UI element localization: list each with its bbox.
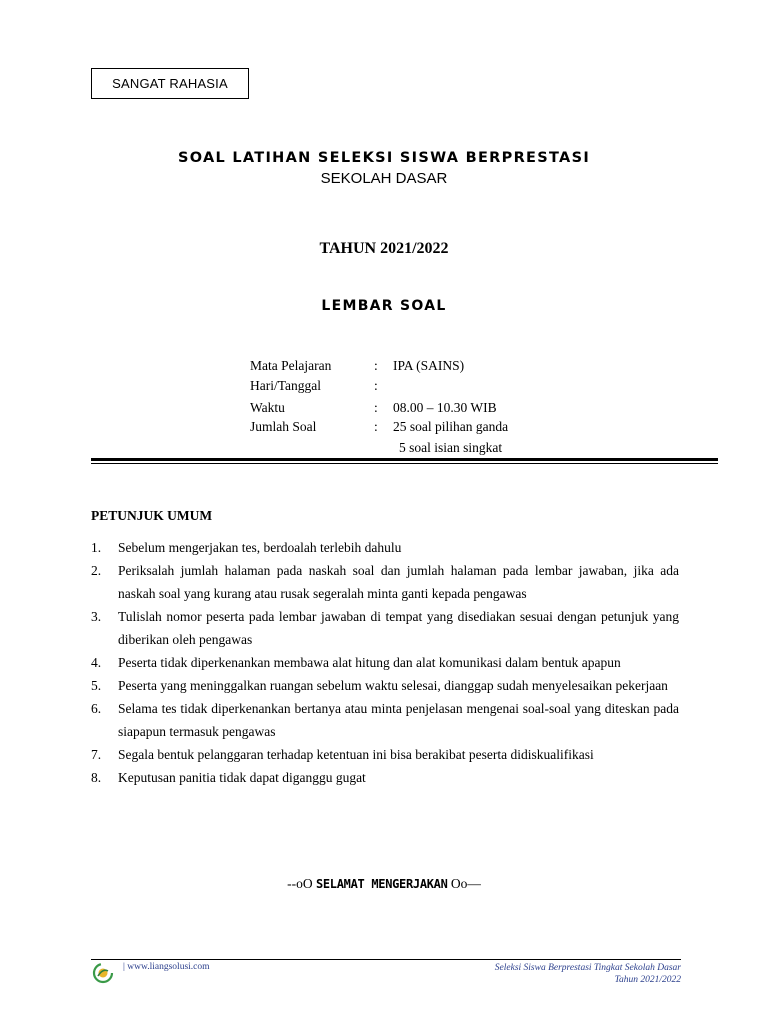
closing-message <box>0 876 768 892</box>
footer-rule <box>91 959 681 960</box>
list-item <box>91 651 679 674</box>
closing-left: --oO <box>287 876 316 891</box>
academic-year: TAHUN 2021/2022 <box>319 240 449 257</box>
count-value-short: 5 soal isian singkat <box>399 440 503 455</box>
closing-middle: SELAMAT MENGERJAKAN <box>315 877 448 891</box>
item-text: Sebelum mengerjakan tes, berdoalah terlebih dahulu <box>118 540 402 555</box>
item-number: 3. <box>91 609 102 624</box>
section-title: LEMBAR SOAL <box>321 298 447 314</box>
document-title: SOAL LATIHAN SELEKSI SISWA BERPRESTASI <box>177 150 591 166</box>
item-text: Segala bentuk pelanggaran terhadap ketentuan ini bisa berakibat peserta didiskualifikasi <box>118 747 594 762</box>
closing-right: Oo— <box>447 876 481 891</box>
list-item <box>91 559 679 605</box>
list-item <box>91 674 679 697</box>
item-number: 4. <box>91 655 102 670</box>
instructions-heading: PETUNJUK UMUM <box>91 508 213 523</box>
confidential-stamp: SANGAT RAHASIA <box>91 68 249 99</box>
footer-website-link[interactable]: | www.liangsolusi.com <box>123 962 210 972</box>
item-text: Peserta tidak diperkenankan membawa alat hitung dan alat komunikasi dalam bentuk apapun <box>118 655 621 670</box>
divider-thick <box>91 458 718 461</box>
divider-thin <box>91 463 718 464</box>
item-number: 1. <box>91 540 102 555</box>
subject-label: Mata Pelajaran <box>250 358 332 373</box>
footer-caption <box>495 962 681 986</box>
list-item <box>91 605 679 651</box>
item-text: Selama tes tidak diperkenankan bertanya atau minta penjelasan mengenai soal-soal yang diteskan pada siapapun termasuk pengawas <box>118 701 679 739</box>
document-subtitle: SEKOLAH DASAR <box>320 170 448 187</box>
item-number: 8. <box>91 770 102 785</box>
time-value: 08.00 – 10.30 WIB <box>393 400 497 415</box>
item-number: 6. <box>91 701 102 716</box>
time-label: Waktu <box>250 400 285 415</box>
list-item <box>91 536 679 559</box>
item-text: Keputusan panitia tidak dapat diganggu gugat <box>118 770 366 785</box>
subject-value: IPA (SAINS) <box>393 358 465 373</box>
footer-caption-line1: Seleksi Siswa Berprestasi Tingkat Sekolah Dasar <box>494 963 681 973</box>
list-item <box>91 743 679 766</box>
item-number: 2. <box>91 563 102 578</box>
instructions-list <box>91 536 679 789</box>
count-colon: : <box>374 419 378 434</box>
time-colon: : <box>374 400 378 415</box>
item-number: 7. <box>91 747 102 762</box>
item-text: Tulislah nomor peserta pada lembar jawaban di tempat yang disediakan sesuai dengan petunjuk yang diberikan oleh pengawas <box>118 609 679 647</box>
list-item <box>91 697 679 743</box>
subject-colon: : <box>374 358 378 373</box>
item-text: Peserta yang meninggalkan ruangan sebelum waktu selesai, dianggap sudah menyelesaikan pekerjaan <box>118 678 668 693</box>
publisher-logo-icon <box>92 962 114 984</box>
date-label: Hari/Tanggal <box>250 378 322 393</box>
count-label: Jumlah Soal <box>250 419 317 434</box>
item-text: Periksalah jumlah halaman pada naskah soal dan jumlah halaman pada lembar jawaban, jika ada naskah soal yang kurang atau rusak segeralah minta ganti kepada pengawas <box>118 563 679 601</box>
item-number: 5. <box>91 678 102 693</box>
list-item <box>91 766 679 789</box>
date-colon: : <box>374 378 378 393</box>
count-value-mc: 25 soal pilihan ganda <box>393 419 509 434</box>
footer-caption-line2: Tahun 2021/2022 <box>614 975 681 985</box>
